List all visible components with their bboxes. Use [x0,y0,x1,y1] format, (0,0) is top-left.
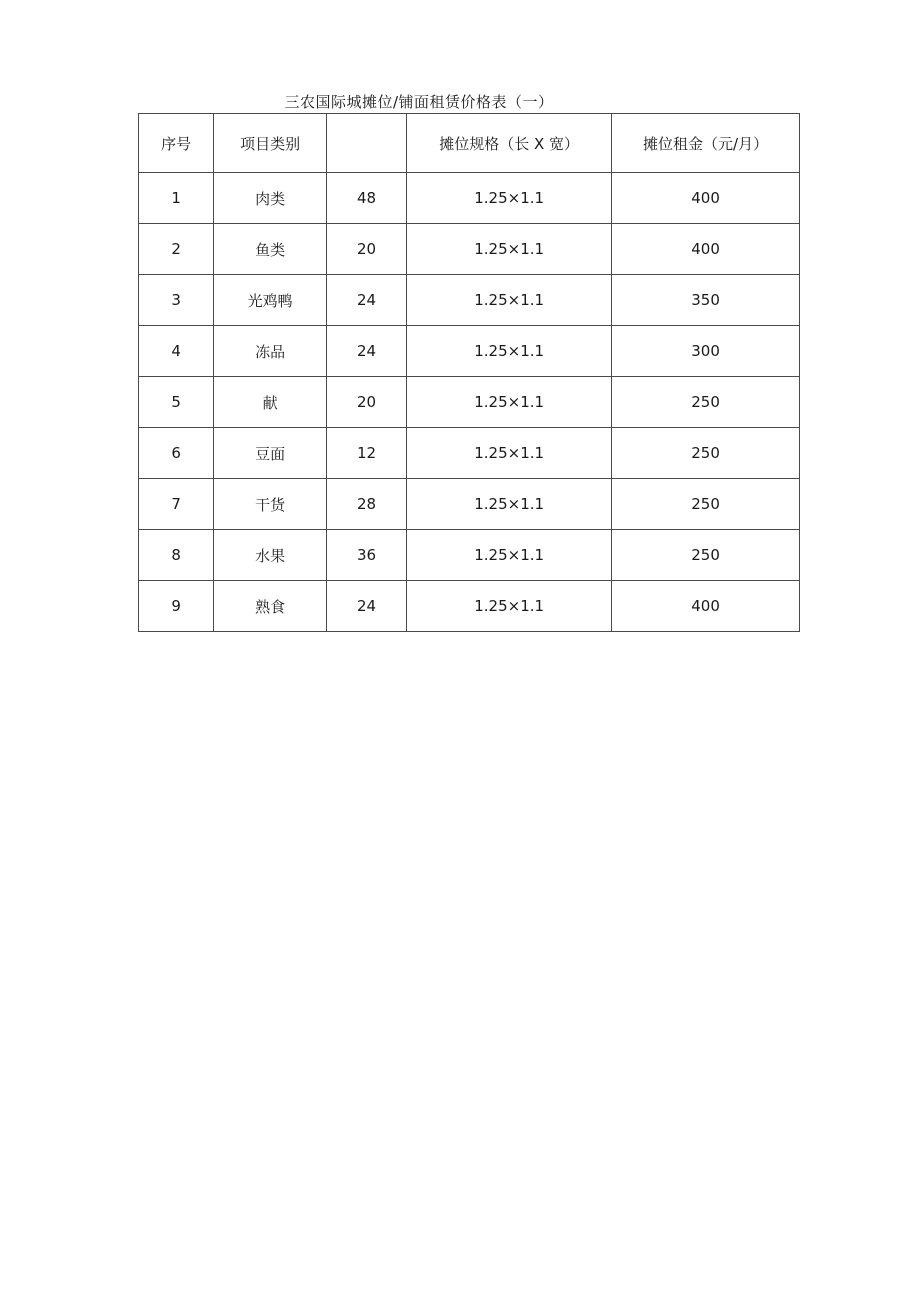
cell-seq: 3 [139,275,214,326]
table-row [139,377,800,428]
cell-category: 豆面 [214,428,327,479]
cell-rent: 250 [612,377,800,428]
cell-count-value: 36 [356,546,377,564]
cell-count [326,530,406,581]
cell-spec: 1.25×1.1 [407,224,612,275]
cell-spec: 1.25×1.1 [407,581,612,632]
cell-count [326,275,406,326]
rental-price-table [138,113,800,632]
cell-seq: 4 [139,326,214,377]
cell-rent: 250 [612,530,800,581]
cell-spec: 1.25×1.1 [407,377,612,428]
table-row [139,428,800,479]
cell-count-value: 24 [356,342,377,360]
cell-spec: 1.25×1.1 [407,173,612,224]
cell-rent: 400 [612,173,800,224]
cell-count-value: 48 [356,189,377,207]
cell-seq: 8 [139,530,214,581]
table-row [139,479,800,530]
header-spec: 摊位规格（长 X 宽） [407,114,612,173]
page-title: 三农国际城摊位/铺面租赁价格表（一） [284,93,554,111]
cell-seq: 7 [139,479,214,530]
cell-count [326,377,406,428]
cell-category: 鱼类 [214,224,327,275]
cell-category: 冻品 [214,326,327,377]
header-count [326,114,406,173]
cell-rent: 250 [612,428,800,479]
cell-rent: 300 [612,326,800,377]
cell-seq: 1 [139,173,214,224]
cell-category: 熟食 [214,581,327,632]
cell-category: 光鸡鸭 [214,275,327,326]
table-row [139,581,800,632]
header-seq: 序号 [139,114,214,173]
table-header-row [139,114,800,173]
table-row [139,326,800,377]
cell-rent: 350 [612,275,800,326]
table-row [139,173,800,224]
header-rent: 摊位租金（元/月） [612,114,800,173]
cell-spec: 1.25×1.1 [407,428,612,479]
cell-count-value: 20 [356,240,377,258]
cell-spec: 1.25×1.1 [407,326,612,377]
cell-seq: 5 [139,377,214,428]
cell-count [326,428,406,479]
cell-spec: 1.25×1.1 [407,479,612,530]
cell-count-value: 28 [356,495,377,513]
cell-spec: 1.25×1.1 [407,275,612,326]
cell-category: 献 [214,377,327,428]
cell-count [326,326,406,377]
cell-category: 干货 [214,479,327,530]
table-row [139,530,800,581]
cell-category: 肉类 [214,173,327,224]
cell-count-value: 20 [356,393,377,411]
cell-count-value: 24 [356,291,377,309]
cell-seq: 2 [139,224,214,275]
cell-rent: 400 [612,224,800,275]
cell-seq: 6 [139,428,214,479]
cell-spec: 1.25×1.1 [407,530,612,581]
header-category: 项目类别 [214,114,327,173]
cell-count-value: 12 [356,444,377,462]
cell-count [326,173,406,224]
cell-count [326,224,406,275]
cell-seq: 9 [139,581,214,632]
cell-rent: 250 [612,479,800,530]
table-row [139,224,800,275]
cell-count [326,479,406,530]
table-row [139,275,800,326]
cell-count [326,581,406,632]
cell-category: 水果 [214,530,327,581]
cell-count-value: 24 [356,597,377,615]
cell-rent: 400 [612,581,800,632]
